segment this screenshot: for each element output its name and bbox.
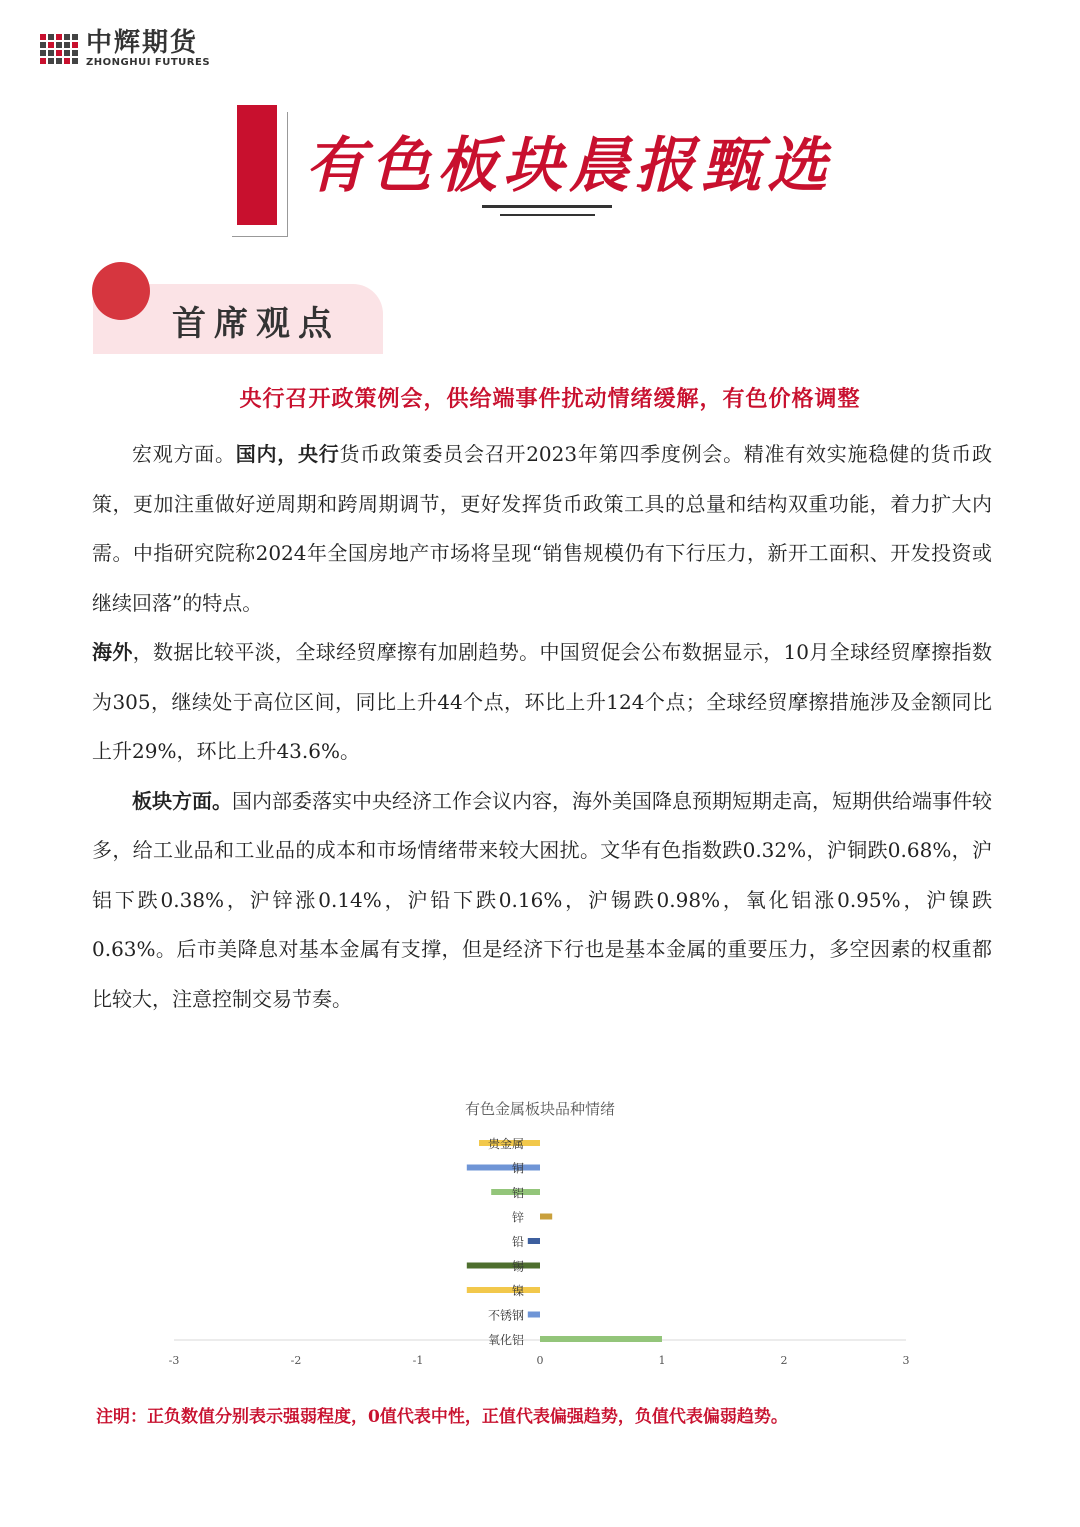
- para-lead: 板块方面。: [132, 788, 232, 813]
- para-text: 货币政策委员会召开2023年第四季度例会。精准有效实施稳健的货币政策，更加注重做好逆周期和跨周期调节，更好发挥货币政策工具的总量和结构双重功能，着力扩大内需。中指研究院称2024年全国房地产市场将呈现“销售规模仍有下行压力，新开工面积、开发投资或继续回落”的特点。: [92, 442, 993, 615]
- x-tick-label: -3: [168, 1354, 180, 1367]
- category-label: 不锈钢: [487, 1308, 524, 1323]
- category-label: 镍: [511, 1284, 524, 1298]
- logo-icon: [40, 34, 78, 64]
- title-divider: [482, 205, 612, 208]
- para-text: ，数据比较平淡，全球经贸摩擦有加剧趋势。中国贸促会公布数据显示，10月全球经贸摩擦指数为305，继续处于高位区间，同比上升44个点，环比上升124个点；全球经贸摩擦措施涉及金额同比上升29%，环比上升43.6%。: [92, 640, 993, 763]
- category-label: 锌: [511, 1210, 524, 1225]
- title-divider-short: [500, 214, 595, 216]
- bar-4: [528, 1238, 540, 1244]
- category-label: 铜: [511, 1161, 524, 1176]
- category-label: 铅: [511, 1235, 524, 1249]
- x-tick-label: 3: [902, 1354, 910, 1367]
- bold-overseas: 海外: [92, 640, 133, 664]
- x-tick-label: 1: [658, 1354, 666, 1367]
- chart-note: 注明：正负数值分别表示强弱程度，0值代表中性，正值代表偏强趋势，负值代表偏弱趋势。: [96, 1407, 788, 1427]
- para-lead: 宏观方面。: [132, 442, 236, 466]
- company-logo: [40, 30, 210, 68]
- x-tick-label: -2: [290, 1354, 302, 1367]
- bold-domestic: 国内，: [235, 442, 298, 466]
- x-tick-label: 0: [536, 1354, 544, 1367]
- section-dot-icon: [92, 262, 150, 320]
- bar-1: [467, 1165, 540, 1171]
- bar-5: [467, 1263, 540, 1269]
- chart-svg: [160, 1088, 920, 1378]
- section-title: 首席观点: [172, 304, 340, 344]
- article-body: [92, 430, 992, 1024]
- title-accent-bar: [237, 105, 277, 225]
- bar-8: [540, 1336, 662, 1342]
- chart-title: 有色金属板块品种情绪: [464, 1100, 615, 1118]
- page-title: 有色板块晨报甄选: [305, 131, 833, 201]
- paragraph-sector: [92, 777, 992, 1025]
- x-tick-label: 2: [780, 1354, 788, 1367]
- category-label: 锡: [511, 1259, 524, 1274]
- bar-6: [467, 1287, 540, 1293]
- paragraph-macro: [92, 430, 992, 777]
- logo-name-cn: 中辉期货: [86, 28, 199, 58]
- para-text: 国内部委落实中央经济工作会议内容，海外美国降息预期短期走高，短期供给端事件较多，给工业品和工业品的成本和市场情绪带来较大困扰。文华有色指数跌0.32%，沪铜跌0.68%，沪铝下跌0.38%，沪锌涨0.14%，沪铅下跌0.16%，沪锡跌0.98%，氧化铝涨0.95%，沪镍跌0.63%。后市美降息对基本金属有支撑，但是经济下行也是基本金属的重要压力，多空因素的权重都比较大，注意控制交易节奏。: [92, 788, 992, 1011]
- bar-7: [528, 1312, 540, 1318]
- x-tick-label: -1: [412, 1354, 424, 1367]
- category-label: 铝: [511, 1186, 524, 1200]
- category-label: 贵金属: [487, 1137, 524, 1151]
- bar-3: [540, 1214, 552, 1220]
- sentiment-chart: [160, 1088, 920, 1378]
- category-label: 氧化铝: [487, 1333, 524, 1347]
- logo-name-en: ZHONGHUI FUTURES: [86, 57, 211, 68]
- headline: 央行召开政策例会，供给端事件扰动情绪缓解，有色价格调整: [239, 386, 861, 412]
- bold-central-bank: 央行: [297, 442, 340, 466]
